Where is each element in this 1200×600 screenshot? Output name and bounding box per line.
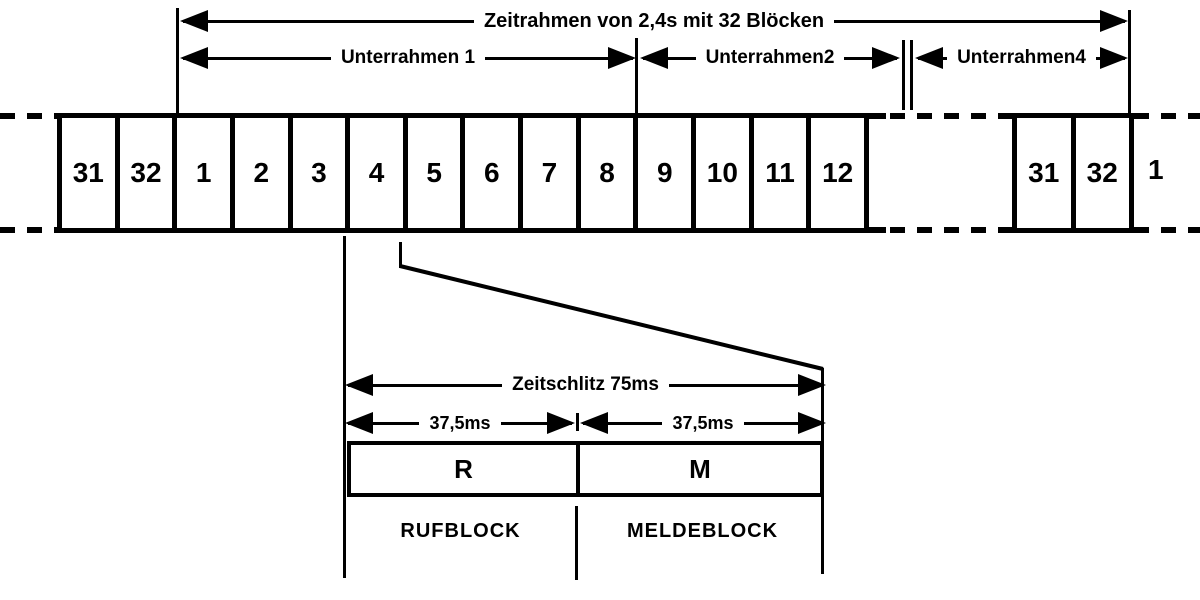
zeitschlitz-arrow <box>345 372 826 398</box>
block-cell: 8 <box>581 118 639 228</box>
zeitrahmen-arrow <box>180 8 1128 34</box>
arrowhead-left-icon <box>180 47 208 69</box>
half-split-tick <box>576 413 579 431</box>
meldeblock-caption: MELDEBLOCK <box>626 519 779 542</box>
m-label: M <box>689 453 711 484</box>
unterrahmen2-label: Unterrahmen2 <box>696 45 845 71</box>
arrowhead-left-icon <box>580 412 608 434</box>
r-label: R <box>454 453 473 484</box>
block-cell: 11 <box>754 118 812 228</box>
block-row <box>57 113 869 233</box>
block-cell: 7 <box>523 118 581 228</box>
row-dashed-top-middle <box>890 113 1012 119</box>
row-dashed-top-right <box>1134 113 1200 119</box>
zeitschlitz-label: Zeitschlitz 75ms <box>502 372 669 398</box>
block-cell: 32 <box>120 118 178 228</box>
block-cell: 31 <box>62 118 120 228</box>
arrowhead-right-icon <box>1100 47 1128 69</box>
arrowhead-right-icon <box>798 374 826 396</box>
unterrahmen2-arrow <box>640 45 900 71</box>
half-left-arrow <box>345 410 575 436</box>
arrowhead-right-icon <box>608 47 636 69</box>
frame-right-boundary-line <box>1128 10 1131 113</box>
row-dashed-top-left <box>0 113 57 119</box>
block-cell: 4 <box>350 118 408 228</box>
unterrahmen4-arrow <box>915 45 1128 71</box>
block-cell: 5 <box>408 118 466 228</box>
half-right-arrow <box>580 410 826 436</box>
block-cell: 1 <box>177 118 235 228</box>
row-dashed-bottom-right <box>1134 227 1200 233</box>
arrowhead-left-icon <box>345 412 373 434</box>
unterrahmen4-label: Unterrahmen4 <box>947 45 1096 71</box>
slot-box <box>347 441 824 497</box>
break-line-1 <box>902 40 905 110</box>
half-left-label: 37,5ms <box>419 410 500 436</box>
trailing-block-number: 1 <box>1148 154 1164 185</box>
zeitrahmen-label: Zeitrahmen von 2,4s mit 32 Blöcken <box>474 8 834 34</box>
row-dashed-bottom-middle <box>890 227 1012 233</box>
row-solid-stub-bottom <box>864 227 886 233</box>
block-cell: 32 <box>1086 157 1118 188</box>
arrowhead-right-icon <box>1100 10 1128 32</box>
arrowhead-left-icon <box>345 374 373 396</box>
block-cell: 9 <box>638 118 696 228</box>
unterrahmen1-label: Unterrahmen 1 <box>331 45 485 71</box>
block-row-next-frame <box>1012 113 1134 233</box>
block-cell: 31 <box>1017 118 1076 228</box>
rufblock-caption: RUFBLOCK <box>400 519 521 542</box>
block-cell: 3 <box>293 118 351 228</box>
block-cell: 2 <box>235 118 293 228</box>
arrowhead-left-icon <box>640 47 668 69</box>
half-right-label: 37,5ms <box>662 410 743 436</box>
meldeblock-cell <box>580 445 820 493</box>
arrowhead-left-icon <box>915 47 943 69</box>
row-solid-stub-top <box>864 113 886 119</box>
row-dashed-bottom-left <box>0 227 57 233</box>
arrowhead-right-icon <box>547 412 575 434</box>
rufblock-cell <box>351 445 580 493</box>
unterrahmen1-arrow <box>180 45 636 71</box>
arrowhead-left-icon <box>180 10 208 32</box>
block-cell: 10 <box>696 118 754 228</box>
block-cell: 6 <box>465 118 523 228</box>
frame-left-boundary-line <box>176 8 179 113</box>
block-cell: 12 <box>822 157 854 188</box>
arrowhead-right-icon <box>872 47 900 69</box>
break-line-2 <box>910 40 913 110</box>
arrowhead-right-icon <box>798 412 826 434</box>
zoom-right-edge-stub <box>399 242 402 268</box>
